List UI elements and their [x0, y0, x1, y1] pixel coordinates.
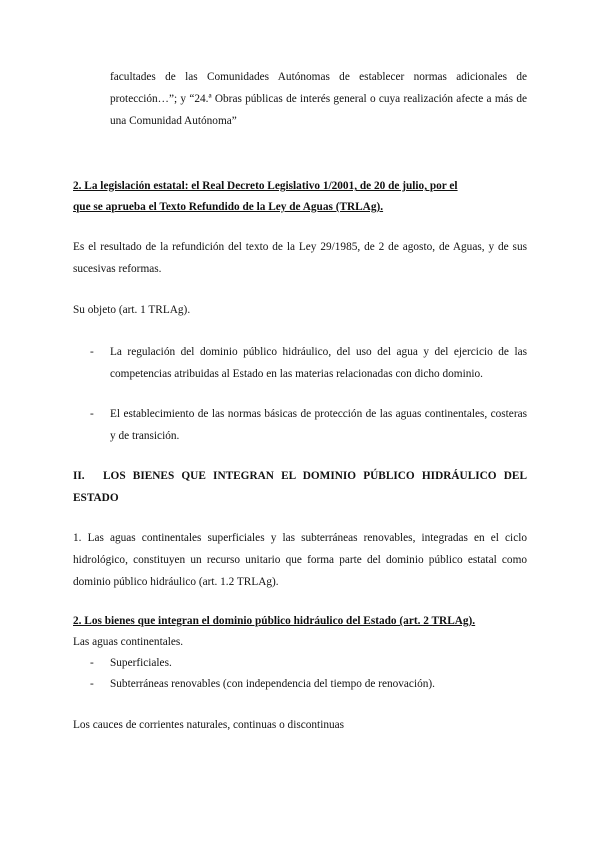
list-bullet: -	[90, 678, 94, 690]
chapter-title: LOS BIENES QUE INTEGRAN EL DOMINIO PÚBLICO HIDRÁULICO DEL ESTADO	[73, 470, 527, 504]
section-2-intro-paragraph: Es el resultado de la refundición del texto de la Ley 29/1985, de 2 de agosto, de Aguas, y de sus sucesivas reformas.	[73, 241, 527, 275]
section-2-heading-line-2: que se aprueba el Texto Refundido de la Ley de Aguas (TRLAg).	[73, 201, 384, 213]
objeto-label: Su objeto (art. 1 TRLAg).	[73, 304, 191, 316]
chapter-number: II.	[73, 470, 85, 482]
aguas-item-subterraneas: Subterráneas renovables (con independencia del tiempo de renovación).	[110, 678, 435, 690]
list-bullet: -	[90, 657, 94, 669]
objeto-item-1: La regulación del dominio público hidráulico, del uso del agua y del ejercicio de las competencias atribuidas al Estado en las materias relacionadas con dicho dominio.	[110, 346, 527, 380]
objeto-item-2: El establecimiento de las normas básicas de protección de las aguas continentales, costeras y de transición.	[110, 408, 527, 442]
list-bullet: -	[90, 346, 94, 358]
aguas-continentales-label: Las aguas continentales.	[73, 636, 184, 648]
point-1-paragraph: 1. Las aguas continentales superficiales y las subterráneas renovables, integradas en el ciclo hidrológico, constituyen un recurso unitario que forma parte del dominio público estatal como dominio público hidráulico (art. 1.2 TRLAg).	[73, 532, 527, 588]
cauces-paragraph: Los cauces de corrientes naturales, continuas o discontinuas	[73, 719, 345, 731]
quote-continuation-paragraph: facultades de las Comunidades Autónomas de establecer normas adicionales de protección…”; y “24.ª Obras públicas de interés general o cuya realización afecte a más de una Comunidad Autónoma”	[110, 71, 527, 127]
aguas-item-superficiales: Superficiales.	[110, 657, 172, 669]
list-bullet: -	[90, 408, 94, 420]
section-2-heading-line-1: 2. La legislación estatal: el Real Decreto Legislativo 1/2001, de 20 de julio, por el	[73, 180, 458, 192]
point-2-heading: 2. Los bienes que integran el dominio público hidráulico del Estado (art. 2 TRLAg).	[73, 615, 476, 627]
